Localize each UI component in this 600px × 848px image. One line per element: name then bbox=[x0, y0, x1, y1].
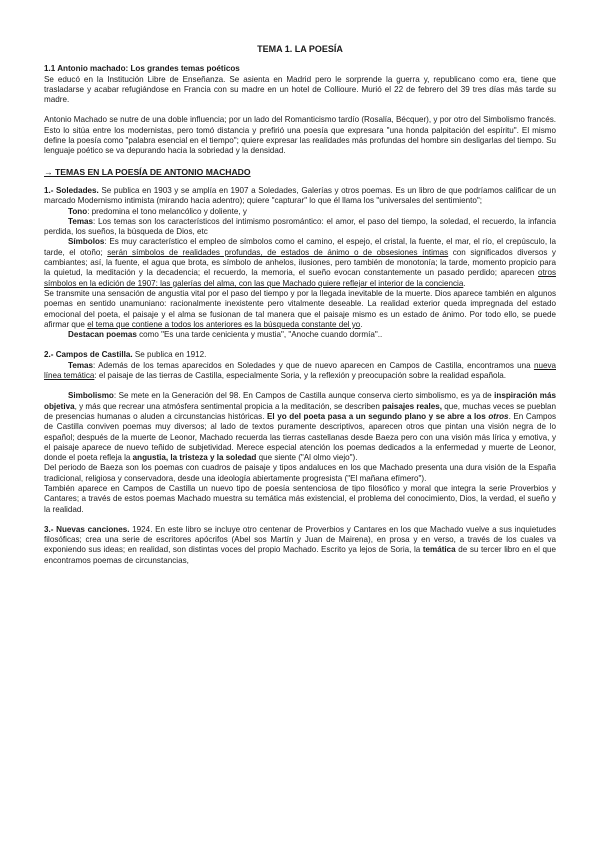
paragraph-destacan: Destacan poemas como "Es una tarde cenicienta y mustia", "Anoche cuando dormía".. bbox=[68, 330, 383, 340]
simbolismo-label: Simbolismo bbox=[68, 391, 114, 401]
underlined-simbolos-realidades: serán símbolos de realidades profundas, de estados de ánimo o de obsesiones íntimas bbox=[107, 247, 449, 257]
paragraph-baeza: Del periodo de Baeza son los poemas con cuadros de paisaje y tipos andaluces en los que Machado presenta una dura visión de la España tradicional, religiosa y conservadora, desde una ideología abiertamente progresista ("El mañana efímero"). bbox=[44, 463, 556, 483]
paragraph-sentenciosa: También aparece en Campos de Castilla un nuevo tipo de poesía sentenciosa de tipo filosófico y moral que integra la serie Proverbios y Cantares; a través de estos poemas Machado muestra su temática más existencial, el problema del conocimiento, Dios, la verdad, el sueño y la realidad. bbox=[44, 483, 556, 514]
section-1-1-heading: 1.1 Antonio machado: Los grandes temas poéticos bbox=[44, 64, 240, 74]
paragraph-angustia: Se transmite una sensación de angustia vital por el paso del tiempo y por la llegada inevitable de la muerte. Dios aparece también en algunos poemas en sentido unamuniano: racionalmente inexistente pero vitalmente deseable. La realidad exterior queda impregnada del estado emocional del poeta, el paisaje y el alma se fusionan de tal manera que el paisaje mismo es un estado de ánimo. Por todo ello, se puede afirmar que el tema que contiene a todos los anteriores es la búsqueda constante del yo. bbox=[44, 288, 556, 329]
destacan-label: Destacan poemas bbox=[68, 330, 137, 340]
paragraph-nuevas-canciones: 3.- Nuevas canciones. 1924. En este libro se incluye otro centenar de Proverbios y Cantares en los que Machado vuelve a sus inquietudes filosóficas; crea una serie de escritores apócrifos (Abel sos Martín y Juan de Mairena), en prosa y en verso, a través de los cuales va exponiendo sus ideas; en realidad, son distintas voces del propio Machado. Escrito ya lejos de Soria, la temática de su tercer libro en el que encontramos poemas de circunstancias, bbox=[44, 524, 557, 565]
temas-campos-label: Temas bbox=[68, 360, 94, 370]
nuevas-label: 3.- Nuevas canciones. bbox=[44, 524, 130, 534]
paragraph-simbolismo: Simbolismo: Se mete en la Generación del 98. En Campos de Castilla aunque conserva cierto simbolismo, es ya de inspiración más objetiva, y más que recrear una atmósfera sentimental propicia a la meditación, se describen paisajes reales, que, muchas veces se pueblan de presencias humanas o aluden a circunstancias históricas. El yo del poeta pasa a un segundo plano y se abre a los otros. En Campos de Castilla conviven poemas muy diversos; al lado de textos puramente descriptivos, aparecen otros que pintan una visión negra de lo español; después de la muerte de Leonor, Machado recuerda las tierras castellanas desde Baeza pero con una visión más lírica y emotiva, y el paisaje aparece de nuevo teñido de subjetividad. Merece especial atención los poemas dedicados a la enfermedad y muerte de Leonor, donde el poeta refleja la angustia, la tristeza y la soledad que siente ("Al olmo viejo"). bbox=[44, 391, 556, 463]
paragraph-campos-intro: 2.- Campos de Castilla. Se publica en 1912. bbox=[44, 350, 207, 360]
paragraph-influencias: Antonio Machado se nutre de una doble influencia; por un lado del Romanticismo tardío (Rosalía, Bécquer), y por otro del Simbolismo francés. Esto lo sitúa entre los modernistas, pero tomó distancia y prefirió una poesía que expresara "una honda palpitación del espíritu". El mismo define la poesía como "palabra esencial en el tiempo"; quiere expresar las realidades más profundas del hombre sin desligarlas del tiempo. Su lenguaje poético se va depurando hacia la sobriedad y la densidad. bbox=[44, 115, 556, 156]
paragraph-biografia: Se educó en la Institución Libre de Enseñanza. Se asienta en Madrid pero le sorprende la guerra y, republicano como era, tiene que trasladarse y acabar refugiándose en Francia con su madre en un hotel de Collioure. Murió el 22 de febrero del 39 tres días más tarde su madre. bbox=[44, 74, 556, 105]
temas-label: Temas bbox=[68, 216, 94, 226]
paragraph-simbolos: Símbolos: Es muy característico el empleo de símbolos como el camino, el espejo, el cristal, la fuente, el mar, el río, el crepúsculo, la tarde, el otoño; serán símbolos de realidades profundas, de estados de ánimo o de obsesiones íntimas con significados diversos y cambiantes; así, la fuente, el agua que brota, es símbolo de anhelos, ilusiones, pero también de monotonía; la tarde, momento propicio para la quietud, la meditación y la decadencia; el recuerdo, la memoria, el sueño evocan constantemente un pasado perdido; aparecen otros símbolos en la edición de 1907: las galerías del alma, con las que Machado quiere reflejar el interior de la conciencia. bbox=[44, 237, 556, 288]
paragraph-tono: Tono: predomina el tono melancólico y doliente, y bbox=[68, 206, 247, 216]
temas-heading: → TEMAS EN LA POESÍA DE ANTONIO MACHADO bbox=[44, 166, 251, 177]
underlined-busqueda-yo: el tema que contiene a todos los anteriores es la búsqueda constante del yo bbox=[87, 319, 361, 329]
page-title: TEMA 1. LA POESÍA bbox=[257, 44, 343, 54]
paragraph-soledades-intro: 1.- Soledades. Se publica en 1903 y se amplía en 1907 a Soledades, Galerías y otros poemas. Es un libro de que podríamos calificar de un marcado Modernismo intimista (mirando hacia adentro); quiere "capturar" lo que él llama los "universales del sentimiento"; bbox=[44, 185, 556, 206]
paragraph-temas-campos: Temas: Además de los temas aparecidos en Soledades y que de nuevo aparecen en Campos de Castilla, encontramos una nueva línea temática: el paisaje de las tierras de Castilla, especialmente Soria, y la reflexión y preocupación sobre la realidad española. bbox=[44, 360, 556, 381]
simbolos-label: Símbolos bbox=[68, 237, 105, 247]
underlined-galerias-alma: otros símbolos en la edición de 1907: las galerías del alma, con las que Machado quiere reflejar el interior de la conciencia bbox=[44, 268, 556, 288]
paragraph-temas-soledades: Temas: Los temas son los característicos del intimismo posromántico: el amor, el paso del tiempo, la soledad, el recuerdo, la infancia perdida, los sueños, la búsqueda de Dios, etc bbox=[44, 216, 556, 237]
campos-label: 2.- Campos de Castilla. bbox=[44, 350, 133, 360]
tono-label: Tono bbox=[68, 206, 88, 216]
underlined-nueva-linea: nueva línea temática bbox=[44, 360, 556, 381]
soledades-label: 1.- Soledades. bbox=[44, 185, 99, 195]
